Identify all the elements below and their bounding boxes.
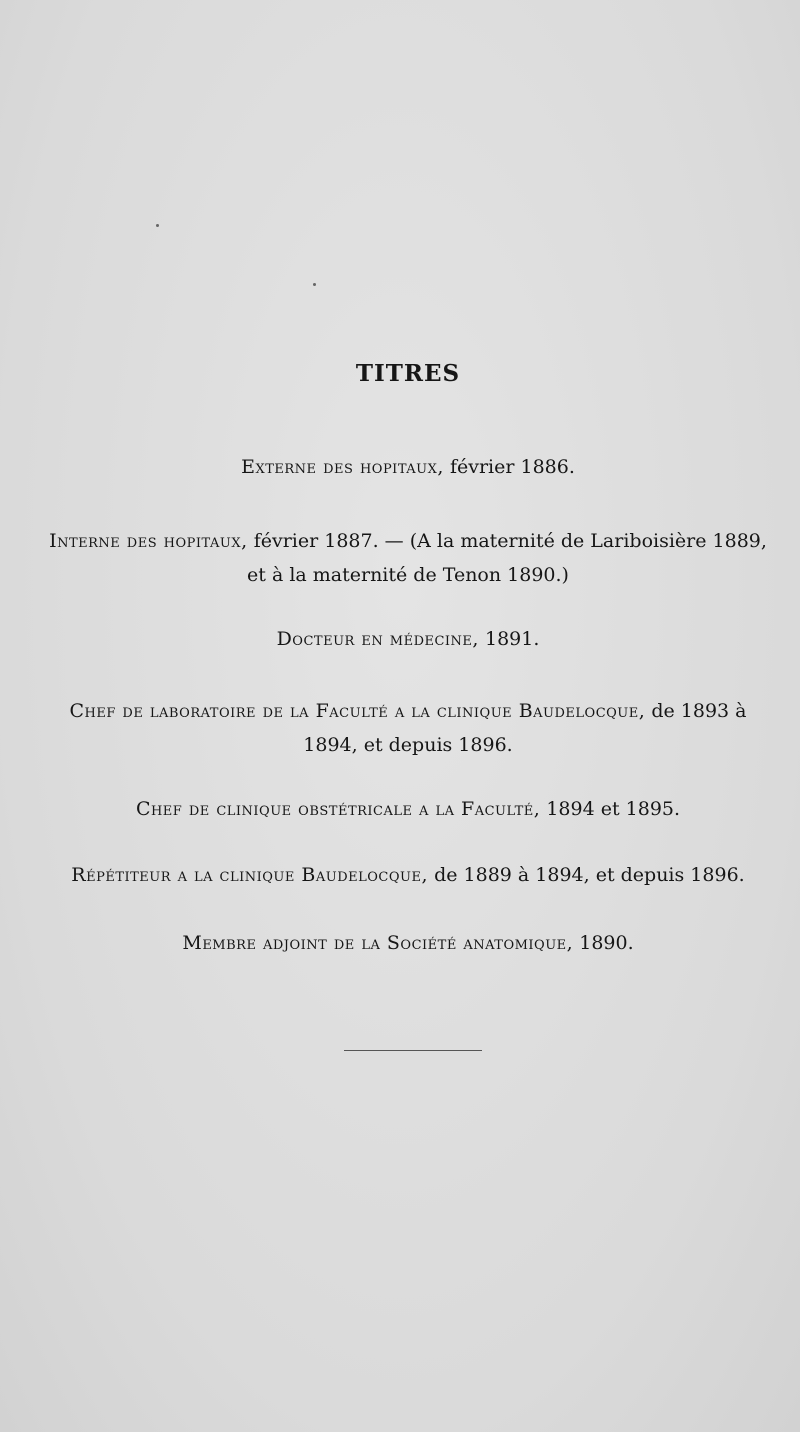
entry-interne-continuation: et à la maternité de Tenon 1890.) (247, 564, 569, 586)
entry-docteur (0, 624, 800, 654)
entry-chef-laboratoire (0, 696, 800, 726)
entry-lead: Chef de laboratoire de la Faculté a la clinique Baudelocque, (69, 700, 646, 722)
entry-lead: Membre adjoint de la Société anatomique, (182, 932, 574, 954)
entry-text: 1890. (573, 932, 634, 954)
entry-lead: Externe des hopitaux, (241, 456, 444, 478)
entry-lead: Chef de clinique obstétricale a la Faculté, (135, 798, 541, 820)
entry-membre (0, 928, 800, 958)
entry-interne (0, 526, 800, 556)
entry-text: 1894 et 1895. (540, 798, 681, 820)
entry-repetiteur (0, 860, 800, 890)
entry-externe (0, 452, 800, 482)
entry-lead: Docteur en médecine, (276, 628, 479, 650)
page-title: TITRES (355, 360, 461, 387)
section-divider (344, 1050, 482, 1051)
entry-text: février 1887. — (A la maternité de Lariboisière 1889, (247, 530, 767, 552)
entry-text: 1891. (478, 628, 540, 650)
entry-text: février 1886. (443, 456, 575, 478)
entry-chef-clinique (0, 794, 800, 824)
entry-text: de 1889 à 1894, et depuis 1896. (428, 864, 745, 886)
entry-chef-laboratoire-continuation: 1894, et depuis 1896. (303, 734, 513, 756)
entry-lead: Répétiteur a la clinique Baudelocque, (71, 864, 429, 886)
paper-speck (313, 283, 316, 286)
entry-lead: Interne des hopitaux, (49, 530, 248, 552)
entry-text: de 1893 à (645, 700, 747, 722)
paper-speck (156, 224, 159, 227)
